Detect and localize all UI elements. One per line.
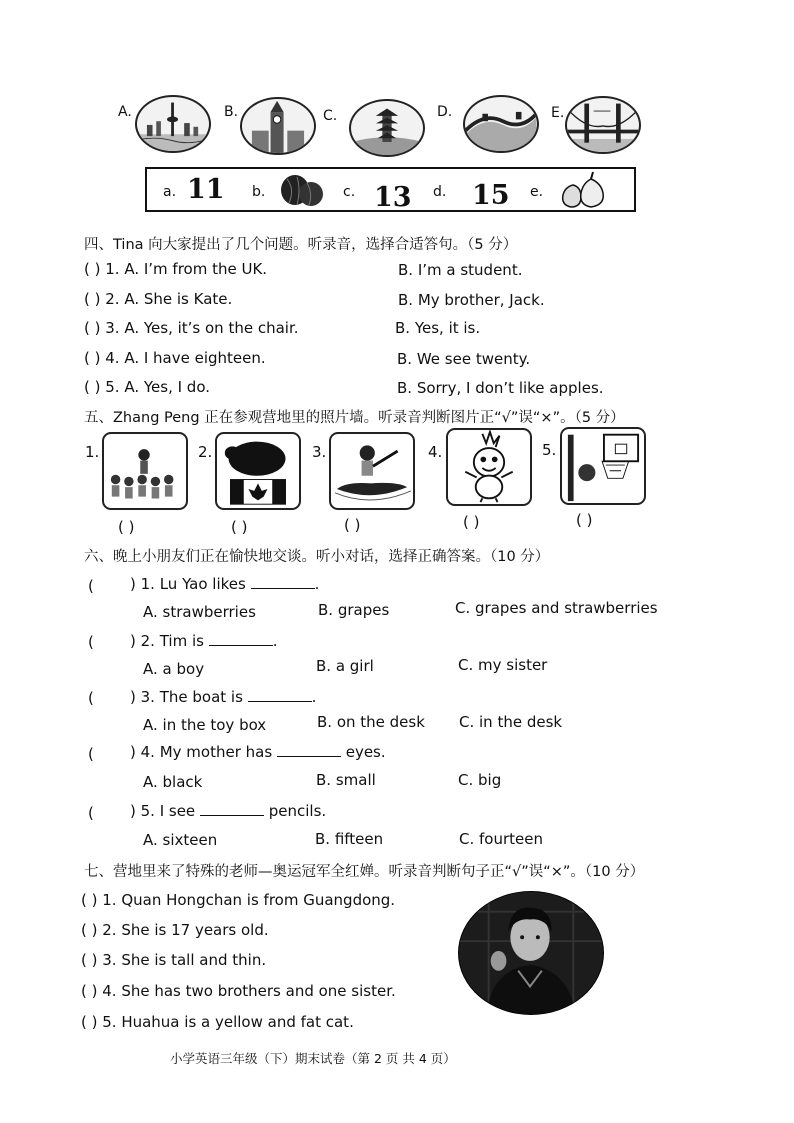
section6-item-2-paren: ( xyxy=(88,633,94,651)
picture-letter-b: B. xyxy=(224,104,239,120)
section6-item-2-option-b: B. a girl xyxy=(316,657,374,675)
section4-item-4: ( ) 4. A. I have eighteen. xyxy=(84,349,266,367)
section6-item-4-option-c: C. big xyxy=(458,771,502,789)
number-value-15: 15 xyxy=(472,180,510,211)
photo-4-answer: ( ) xyxy=(463,513,480,531)
number-letter-b: b. xyxy=(252,184,266,200)
section6-item-1-option-b: B. grapes xyxy=(318,601,390,619)
section4-item-2-option-b: B. My brother, Jack. xyxy=(398,291,545,309)
photo-number-4: 4. xyxy=(428,443,443,461)
picture-letter-e: E. xyxy=(551,105,565,121)
tv-tower-icon xyxy=(135,95,211,153)
section7-title: 七、营地里来了特殊的老师—奥运冠军全红婵。听录音判断句子正“√”误“×”。（10 分） xyxy=(84,864,645,880)
section6-item-3-question: ) 3. The boat is . xyxy=(130,688,317,706)
golden-gate-bridge-icon xyxy=(565,96,641,154)
picture-letter-c: C. xyxy=(323,108,338,124)
number-letter-d: d. xyxy=(433,184,447,200)
photo-5-answer: ( ) xyxy=(576,511,593,529)
section4-item-3-option-b: B. Yes, it is. xyxy=(395,319,481,337)
section7-item-2: ( ) 2. She is 17 years old. xyxy=(81,921,269,939)
section6-item-1-option-c: C. grapes and strawberries xyxy=(455,599,658,617)
section6-item-4-option-a: A. black xyxy=(143,773,203,791)
pears-icon xyxy=(559,171,611,209)
great-wall-icon xyxy=(463,95,539,153)
number-letter-a: a. xyxy=(163,184,177,200)
section4-item-5: ( ) 5. A. Yes, I do. xyxy=(84,378,210,396)
boy-canoe-icon xyxy=(329,432,415,510)
section6-item-2-option-a: A. a boy xyxy=(143,660,205,678)
section4-item-3: ( ) 3. A. Yes, it’s on the chair. xyxy=(84,319,299,337)
section4-title: 四、Tina 向大家提出了几个问题。听录音，选择合适答句。（5 分） xyxy=(84,237,518,253)
section6-item-3-option-c: C. in the desk xyxy=(459,713,563,731)
section6-item-3-paren: ( xyxy=(88,689,94,707)
photo-1-answer: ( ) xyxy=(118,518,135,536)
numbers-box xyxy=(145,167,636,212)
section6-item-1-question: ) 1. Lu Yao likes . xyxy=(130,575,320,593)
number-letter-c: c. xyxy=(343,184,356,200)
picture-letter-d: D. xyxy=(437,104,453,120)
watermelon-icon xyxy=(275,169,327,209)
pagoda-icon xyxy=(349,99,425,157)
number-letter-e: e. xyxy=(530,184,544,200)
section6-item-4-option-b: B. small xyxy=(316,771,376,789)
picture-letter-a: A. xyxy=(118,104,132,120)
photo-3-answer: ( ) xyxy=(344,516,361,534)
section4-item-5-option-b: B. Sorry, I don’t like apples. xyxy=(397,379,604,397)
section4-item-4-option-b: B. We see twenty. xyxy=(397,350,531,368)
page-footer: 小学英语三年级（下）期末试卷（第 2 页 共 4 页） xyxy=(170,1051,456,1066)
section5-title: 五、Zhang Peng 正在参观营地里的照片墙。听录音判断图片正“√”误“×”。（5 分） xyxy=(84,410,625,426)
section4-item-1-option-b: B. I’m a student. xyxy=(398,261,523,279)
beaver-canada-flag-icon xyxy=(215,432,301,510)
section6-item-2-option-c: C. my sister xyxy=(458,656,548,674)
children-group-icon xyxy=(102,432,188,510)
photo-number-1: 1. xyxy=(85,443,100,461)
number-value-11: 11 xyxy=(187,174,225,205)
section6-title: 六、晚上小朋友们正在愉快地交谈。听小对话，选择正确答案。（10 分） xyxy=(84,549,550,565)
photo-number-2: 2. xyxy=(198,443,213,461)
section6-item-5-option-a: A. sixteen xyxy=(143,831,218,849)
section4-item-2: ( ) 2. A. She is Kate. xyxy=(84,290,233,308)
section6-item-3-option-a: A. in the toy box xyxy=(143,716,267,734)
section6-item-3-option-b: B. on the desk xyxy=(317,713,425,731)
pineapple-character-icon xyxy=(446,428,532,506)
section7-item-5: ( ) 5. Huahua is a yellow and fat cat. xyxy=(81,1013,354,1031)
champion-portrait-icon xyxy=(458,891,604,1015)
section6-item-5-paren: ( xyxy=(88,804,94,822)
basketball-hoop-icon xyxy=(560,427,646,505)
section6-item-2-question: ) 2. Tim is . xyxy=(130,632,278,650)
section6-item-5-option-b: B. fifteen xyxy=(315,830,384,848)
section4-item-1: ( ) 1. A. I’m from the UK. xyxy=(84,260,268,278)
number-value-13: 13 xyxy=(374,182,412,213)
section6-item-4-paren: ( xyxy=(88,745,94,763)
photo-2-answer: ( ) xyxy=(231,518,248,536)
section7-item-4: ( ) 4. She has two brothers and one sister. xyxy=(81,982,396,1000)
photo-number-5: 5. xyxy=(542,441,557,459)
section6-item-4-question: ) 4. My mother has eyes. xyxy=(130,743,386,761)
photo-number-3: 3. xyxy=(312,443,327,461)
section6-item-5-question: ) 5. I see pencils. xyxy=(130,802,327,820)
section7-item-1: ( ) 1. Quan Hongchan is from Guangdong. xyxy=(81,891,396,909)
big-ben-icon xyxy=(240,97,316,155)
section7-item-3: ( ) 3. She is tall and thin. xyxy=(81,951,267,969)
section6-item-1-option-a: A. strawberries xyxy=(143,603,256,621)
section6-item-5-option-c: C. fourteen xyxy=(459,830,543,848)
section6-item-1-paren: ( xyxy=(88,577,94,595)
